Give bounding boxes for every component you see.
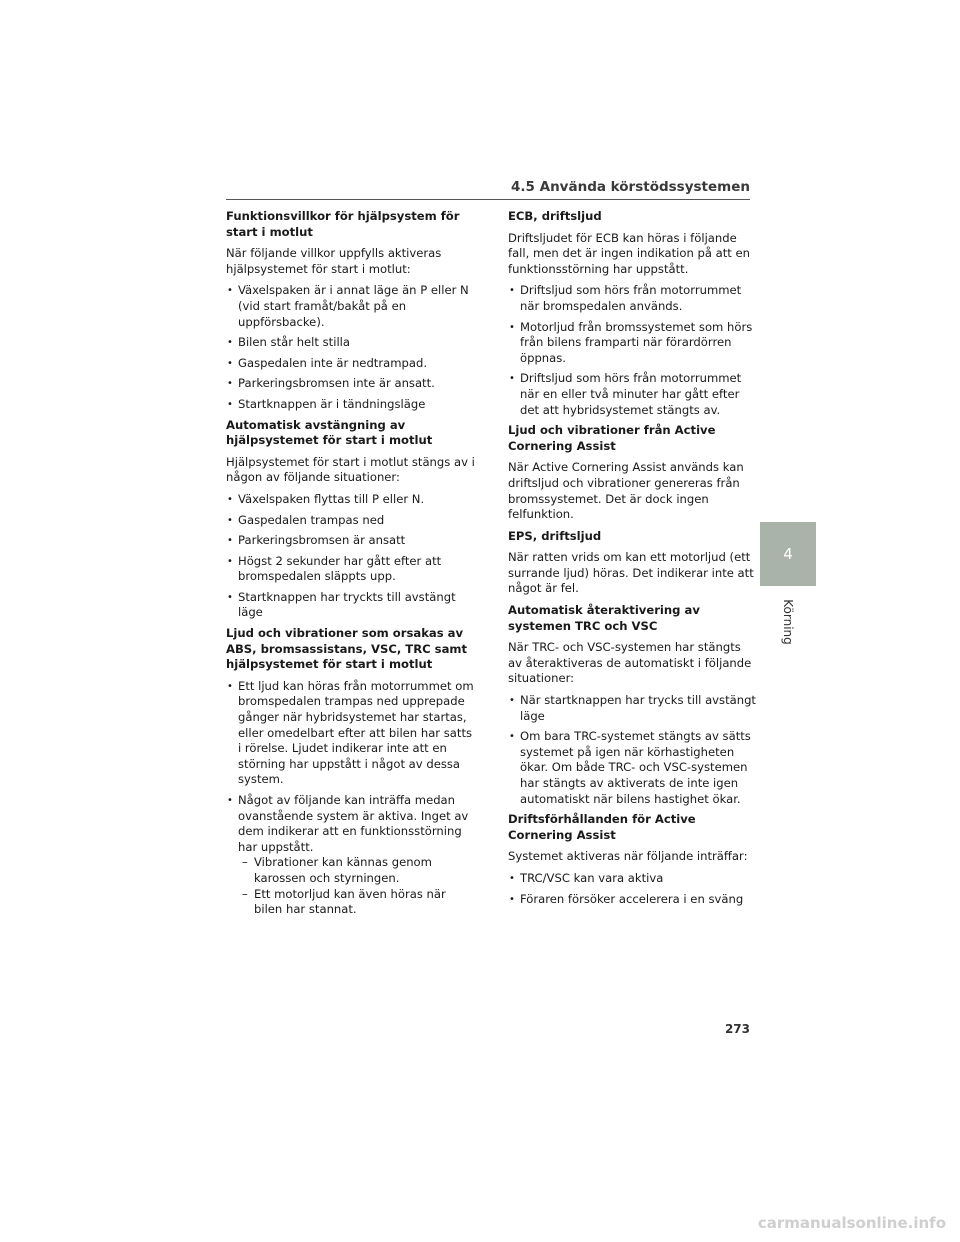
- list-item: • Högst 2 sekunder har gått efter att bromspedalen släppts upp.: [226, 554, 476, 585]
- header-divider: [226, 199, 750, 200]
- heading-eps-sound: EPS, driftsljud: [508, 528, 602, 543]
- paragraph: När Active Cornering Assist används kan driftsljud och vibrationer genereras från bromssystemet. Det är dock ingen felfunktion.: [508, 460, 744, 522]
- list-item: • Föraren försöker accelerera i en sväng: [508, 892, 758, 908]
- list-item: • Driftsljud som hörs från motorrummet när bromspedalen används.: [508, 283, 758, 314]
- list-item: [226, 793, 476, 918]
- paragraph: Systemet aktiveras när följande inträffar:: [508, 849, 748, 864]
- watermark: carmanualsonline.info: [757, 1214, 946, 1232]
- list-item: • Om bara TRC-systemet stängts av sätts systemet på igen när körhastigheten ökar. Om både TRC- och VSC-systemen har stängts av aktiverats de inte igen automatiskt när bilens hastighet ökar.: [508, 729, 758, 807]
- chapter-label: Körning: [781, 599, 795, 645]
- sub-list: [238, 855, 476, 917]
- list-item: • När startknappen har trycks till avstängt läge: [508, 693, 758, 724]
- sub-list-item: – Ett motorljud kan även höras när bilen har stannat.: [238, 887, 476, 918]
- heading-hill-start-conditions: Funktionsvillkor för hjälpsystem för start i motlut: [226, 209, 460, 239]
- list-item: • Ett ljud kan höras från motorrummet om bromspedalen trampas ned upprepade gånger när hybridsystemet har startas, eller omedelbart efter att bilen har satts i rörelse. Ljudet indikerar inte att en störning har uppstått i något av dessa system.: [226, 679, 476, 788]
- left-column: [226, 209, 476, 923]
- sub-list-item: – Vibrationer kan kännas genom karossen och styrningen.: [238, 855, 476, 886]
- list-item: • TRC/VSC kan vara aktiva: [508, 871, 758, 887]
- chapter-number: 4: [783, 545, 793, 563]
- bullet-list: [226, 283, 476, 412]
- bullet-list: [508, 283, 758, 418]
- list-item: • Växelspaken är i annat läge än P eller N (vid start framåt/bakåt på en uppförsbacke).: [226, 283, 476, 330]
- bullet-list: [508, 693, 758, 807]
- chapter-tab: [760, 522, 816, 586]
- section-title: 4.5 Använda körstödssystemen: [511, 179, 750, 195]
- list-item: • Parkeringsbromsen inte är ansatt.: [226, 376, 476, 392]
- list-item: • Driftsljud som hörs från motorrummet när en eller två minuter har gått efter det att hybridsystemet stängts av.: [508, 371, 758, 418]
- list-item-text: Något av följande kan inträffa medan ovanstående system är aktiva. Inget av dem indikerar att en funktionsstörning har uppstått.: [238, 793, 469, 854]
- heading-aca-conditions: Driftsförhållanden för Active Cornering Assist: [508, 812, 696, 842]
- bullet-list: [226, 492, 476, 621]
- list-item: • Växelspaken flyttas till P eller N.: [226, 492, 476, 508]
- heading-sounds-vibrations: Ljud och vibrationer som orsakas av ABS, bromsassistans, VSC, TRC samt hjälpsystemet för start i motlut: [226, 626, 468, 672]
- list-item: • Gaspedalen inte är nedtrampad.: [226, 356, 476, 372]
- bullet-list: [226, 679, 476, 918]
- right-column: [508, 209, 758, 912]
- list-item: • Motorljud från bromssystemet som hörs från bilens framparti när förardörren öppnas.: [508, 320, 758, 367]
- list-item: • Gaspedalen trampas ned: [226, 513, 476, 529]
- heading-trc-vsc-reactivation: Automatisk återaktivering av systemen TRC och VSC: [508, 603, 700, 633]
- paragraph: När TRC- och VSC-systemen har stängts av återaktiveras de automatiskt i följande situationer:: [508, 640, 752, 686]
- page-number: 273: [724, 1022, 750, 1036]
- paragraph: När ratten vrids om kan ett motorljud (ett surrande ljud) höras. Det indikerar inte att något är fel.: [508, 550, 754, 596]
- paragraph: Hjälpsystemet för start i motlut stängs av i någon av följande situationer:: [226, 454, 475, 485]
- heading-ecb-sound: ECB, driftsljud: [508, 209, 602, 223]
- list-item: • Parkeringsbromsen är ansatt: [226, 533, 476, 549]
- heading-auto-shutoff: Automatisk avstängning av hjälpsystemet för start i motlut: [226, 417, 433, 448]
- paragraph: När följande villkor uppfylls aktiveras hjälpsystemet för start i motlut:: [226, 246, 442, 276]
- list-item: • Startknappen är i tändningsläge: [226, 397, 476, 413]
- heading-aca-sounds: Ljud och vibrationer från Active Cornering Assist: [508, 423, 716, 453]
- paragraph: Driftsljudet för ECB kan höras i följande fall, men det är ingen indikation på att en funktionsstörning har uppstått.: [508, 230, 751, 276]
- list-item: • Startknappen har tryckts till avstängt läge: [226, 590, 476, 621]
- bullet-list: [508, 871, 758, 907]
- list-item: • Bilen står helt stilla: [226, 335, 476, 351]
